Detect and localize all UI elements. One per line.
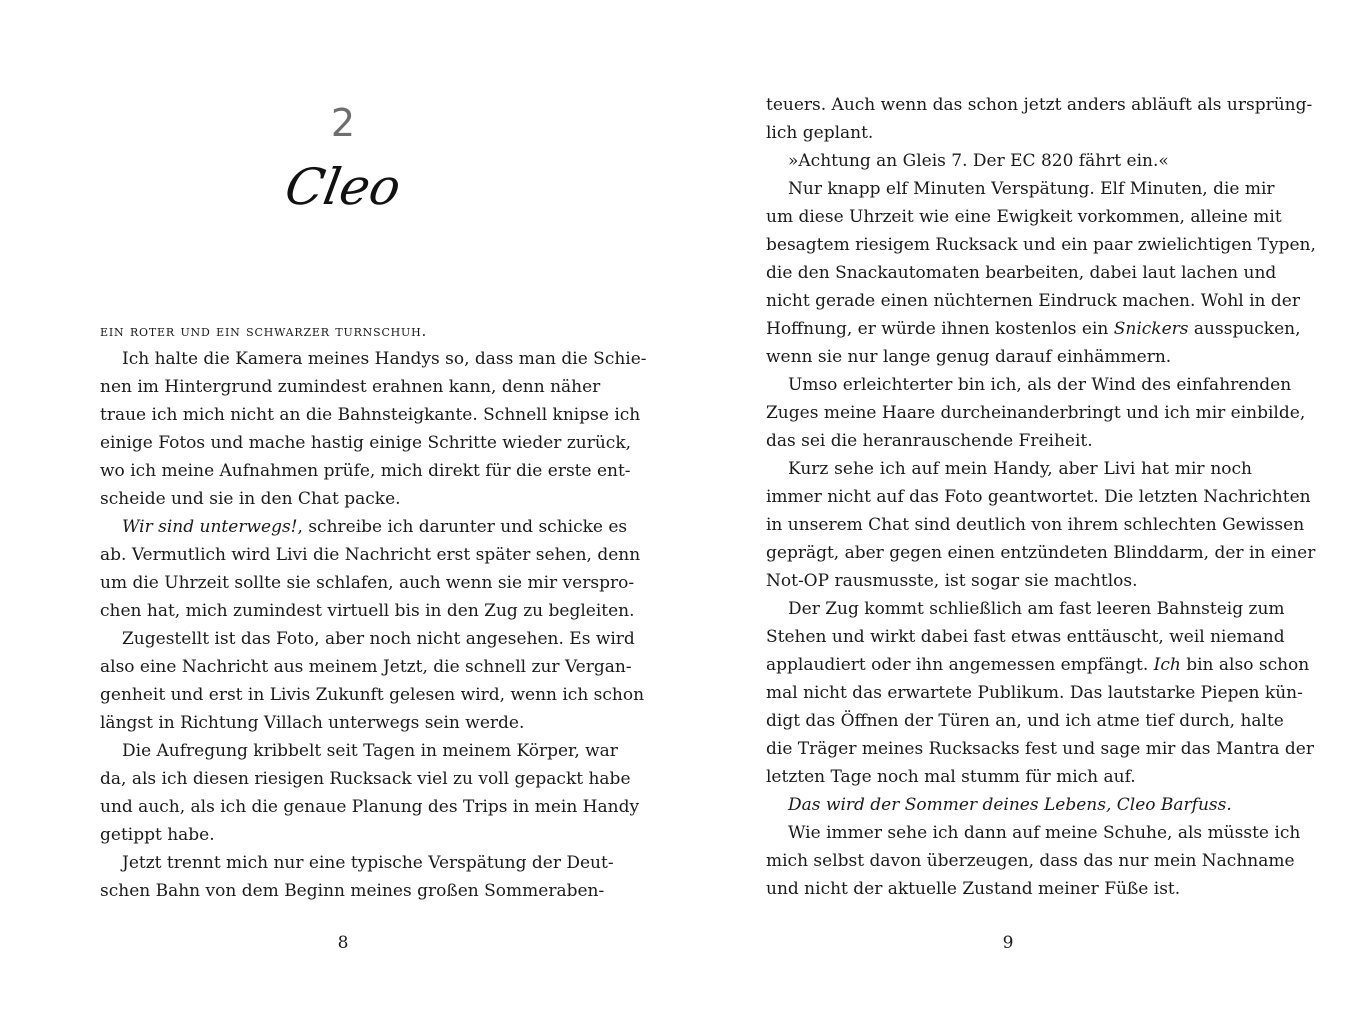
text-line: Die Aufregung kribbelt seit Tagen in meinem Körper, war xyxy=(122,741,618,761)
text-line: Zuges meine Haare durcheinanderbringt und ich mir einbilde, xyxy=(766,403,1306,423)
text-line-mixed xyxy=(100,513,628,541)
text-line: und nicht der aktuelle Zustand meiner Füße ist. xyxy=(766,879,1181,899)
text-line: letzten Tage noch mal stumm für mich auf. xyxy=(766,767,1136,787)
italic-phrase: Snickers xyxy=(1113,319,1189,339)
text-line: Wie immer sehe ich dann auf meine Schuhe, als müsste ich xyxy=(788,823,1301,843)
text-segment: ausspucken, xyxy=(1188,319,1301,339)
text-line: genheit und erst in Livis Zukunft gelesen wird, wenn ich schon xyxy=(100,685,645,705)
right-body-text xyxy=(766,91,1316,903)
italic-phrase: Wir sind unterwegs! xyxy=(122,517,298,537)
text-line: »Achtung an Gleis 7. Der EC 820 fährt ein.« xyxy=(788,151,1169,171)
text-line: um diese Uhrzeit wie eine Ewigkeit vorkommen, alleine mit xyxy=(766,207,1282,227)
text-line: Ich halte die Kamera meines Handys so, dass man die Schie- xyxy=(122,349,647,369)
text-line: in unserem Chat sind deutlich von ihrem schlechten Gewissen xyxy=(766,515,1305,535)
text-line: Stehen und wirkt dabei fast etwas enttäuscht, weil niemand xyxy=(766,627,1285,647)
text-line: das sei die heranrauschende Freiheit. xyxy=(766,431,1093,451)
text-line: nen im Hintergrund zumindest erahnen kann, denn näher xyxy=(100,377,601,397)
text-line: und auch, als ich die genaue Planung des Trips in mein Handy xyxy=(100,797,640,817)
text-line: also eine Nachricht aus meinem Jetzt, die schnell zur Vergan- xyxy=(100,657,632,677)
chapter-title: Cleo xyxy=(280,158,406,216)
text-line: Zugestellt ist das Foto, aber noch nicht angesehen. Es wird xyxy=(122,629,635,649)
left-body-text xyxy=(100,317,647,905)
text-line: ab. Vermutlich wird Livi die Nachricht erst später sehen, denn xyxy=(100,545,641,565)
text-line-mixed xyxy=(766,651,1310,679)
text-line: teuers. Auch wenn das schon jetzt anders abläuft als ursprüng- xyxy=(766,95,1313,115)
text-line: Der Zug kommt schließlich am fast leeren Bahnsteig zum xyxy=(788,599,1285,619)
text-line: geprägt, aber gegen einen entzündeten Blinddarm, der in einer xyxy=(766,543,1316,563)
text-segment: bin also schon xyxy=(1180,655,1310,675)
text-line: nicht gerade einen nüchternen Eindruck machen. Wohl in der xyxy=(766,291,1300,311)
text-line: traue ich mich nicht an die Bahnsteigkante. Schnell knipse ich xyxy=(100,405,641,425)
text-line: einige Fotos und mache hastig einige Schritte wieder zurück, xyxy=(100,433,632,453)
italic-line: Das wird der Sommer deines Lebens, Cleo Barfuss. xyxy=(788,795,1232,815)
text-line: Jetzt trennt mich nur eine typische Verspätung der Deut- xyxy=(122,853,614,873)
text-line: da, als ich diesen riesigen Rucksack viel zu voll gepackt habe xyxy=(100,769,631,789)
page-number: 9 xyxy=(1002,933,1014,953)
text-line: immer nicht auf das Foto geantwortet. Die letzten Nachrichten xyxy=(766,487,1311,507)
text-line: mich selbst davon überzeugen, dass das nur mein Nachname xyxy=(766,851,1295,871)
text-line: die Träger meines Rucksacks fest und sage mir das Mantra der xyxy=(766,739,1314,759)
text-line: längst in Richtung Villach unterwegs sein werde. xyxy=(100,713,525,733)
chapter-number: 2 xyxy=(330,101,356,145)
text-line: digt das Öffnen der Türen an, und ich atme tief durch, halte xyxy=(766,711,1284,731)
text-line: Kurz sehe ich auf mein Handy, aber Livi hat mir noch xyxy=(788,459,1252,479)
text-line: wo ich meine Aufnahmen prüfe, mich direkt für die erste ent- xyxy=(100,461,631,481)
text-line-mixed xyxy=(766,315,1301,343)
text-line: besagtem riesigem Rucksack und ein paar zwielichtigen Typen, xyxy=(766,235,1316,255)
text-line: chen hat, mich zumindest virtuell bis in den Zug zu begleiten. xyxy=(100,601,635,621)
text-line: scheide und sie in den Chat packe. xyxy=(100,489,401,509)
text-segment: , schreibe ich darunter und schicke es xyxy=(297,517,628,537)
text-line: getippt habe. xyxy=(100,825,215,845)
text-line: schen Bahn von dem Beginn meines großen Sommeraben- xyxy=(100,881,605,901)
text-segment: applaudiert oder ihn angemessen empfängt. xyxy=(766,655,1154,675)
text-line: lich geplant. xyxy=(766,123,874,143)
right-page xyxy=(675,0,1350,1031)
text-segment: Hoffnung, er würde ihnen kostenlos ein xyxy=(766,319,1114,339)
italic-phrase: Ich xyxy=(1153,655,1181,675)
text-line: Nur knapp elf Minuten Verspätung. Elf Minuten, die mir xyxy=(788,179,1275,199)
opening-line: ein roter und ein schwarzer turnschuh. xyxy=(100,322,428,340)
text-line: Not-OP rausmusste, ist sogar sie machtlos. xyxy=(766,571,1138,591)
text-line: die den Snackautomaten bearbeiten, dabei laut lachen und xyxy=(766,263,1277,283)
text-line: mal nicht das erwartete Publikum. Das lautstarke Piepen kün- xyxy=(766,683,1303,703)
text-line: um die Uhrzeit sollte sie schlafen, auch wenn sie mir verspro- xyxy=(100,573,635,593)
page-number: 8 xyxy=(337,933,349,953)
text-line: Umso erleichterter bin ich, als der Wind des einfahrenden xyxy=(788,375,1292,395)
text-line: wenn sie nur lange genug darauf einhämmern. xyxy=(766,347,1172,367)
